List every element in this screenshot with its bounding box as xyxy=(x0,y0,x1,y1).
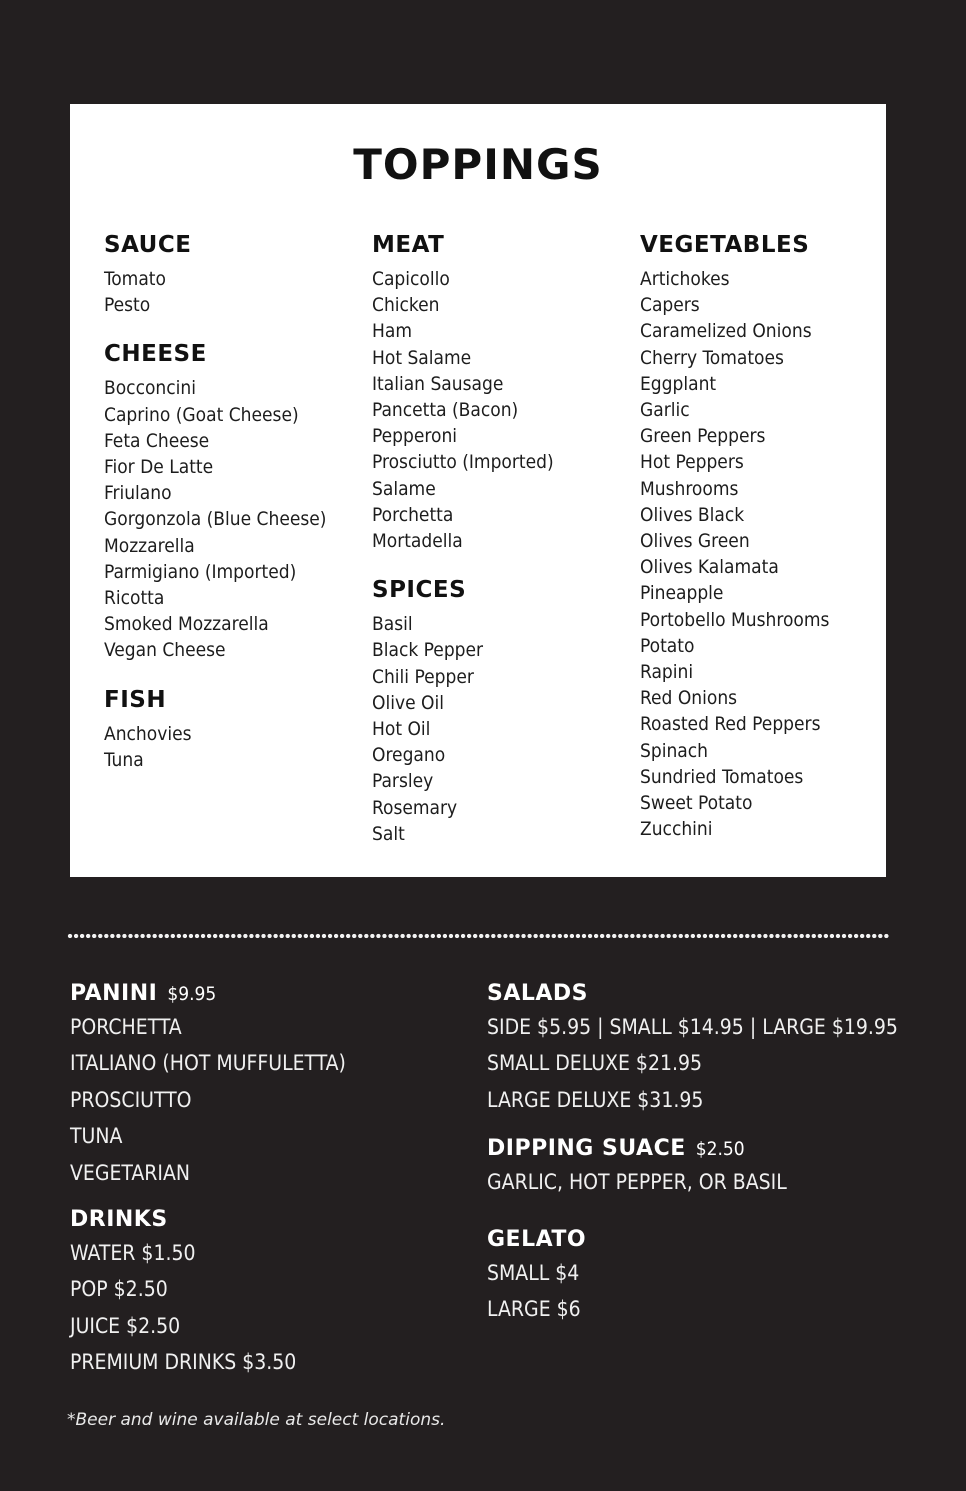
list-item: Hot Salame xyxy=(372,346,472,369)
drink-item: PREMIUM DRINKS $3.50 xyxy=(70,1350,297,1375)
list-item: Roasted Red Peppers xyxy=(640,713,821,736)
list-item: Ricotta xyxy=(104,587,165,610)
list-item: Capers xyxy=(640,294,700,317)
list-item: Anchovies xyxy=(104,722,192,745)
gelato-item: SMALL $4 xyxy=(487,1260,580,1285)
list-item: Bocconcini xyxy=(104,377,197,400)
list-item: ITALIANO (HOT MUFFULETTA) xyxy=(70,1051,346,1076)
list-item: Red Onions xyxy=(640,687,738,710)
spices-heading: SPICES xyxy=(372,577,467,604)
drinks-heading: DRINKS xyxy=(70,1207,168,1233)
fish-list xyxy=(104,721,326,773)
list-item: Rapini xyxy=(640,661,694,684)
list-item: Artichokes xyxy=(640,268,730,290)
sauce-heading: SAUCE xyxy=(104,232,192,258)
list-item: Hot Oil xyxy=(372,718,431,741)
list-item: Sweet Potato xyxy=(640,792,753,815)
list-item: Italian Sausage xyxy=(372,372,504,395)
list-item: Mozzarella xyxy=(104,534,195,557)
list-item: Smoked Mozzarella xyxy=(104,613,269,636)
menu-left-column xyxy=(70,979,346,1381)
list-item: Olive Oil xyxy=(372,691,444,714)
list-item: Black Pepper xyxy=(372,639,484,662)
list-item: Caprino (Goat Cheese) xyxy=(104,403,299,426)
list-item: Chili Pepper xyxy=(372,665,474,688)
list-item: SMALL DELUXE $21.95 xyxy=(487,1051,703,1076)
list-item: GARLIC, HOT PEPPER, OR BASIL xyxy=(487,1170,787,1195)
list-item: Salt xyxy=(372,822,405,845)
list-item: Tuna xyxy=(104,748,144,771)
list-item: Capicollo xyxy=(372,268,450,290)
gelato-heading: GELATO xyxy=(487,1226,587,1252)
list-item: Hot Peppers xyxy=(640,451,744,474)
list-item: Gorgonzola (Blue Cheese) xyxy=(104,508,327,531)
drink-item: POP $2.50 xyxy=(70,1277,168,1302)
panini-price: $9.95 xyxy=(167,983,217,1005)
list-item: Pineapple xyxy=(640,582,724,605)
panini-list xyxy=(70,1009,346,1191)
list-item: Mortadella xyxy=(372,530,463,553)
dipping-list xyxy=(487,1164,898,1200)
list-item: Spinach xyxy=(640,739,709,762)
list-item: Potato xyxy=(640,634,695,657)
dipping-price: $2.50 xyxy=(695,1138,745,1161)
list-item: Portobello Mushrooms xyxy=(640,608,830,631)
list-item: VEGETARIAN xyxy=(70,1160,191,1185)
list-item: Fior De Latte xyxy=(104,456,214,479)
sauce-list xyxy=(104,266,326,318)
gelato-item: LARGE $6 xyxy=(487,1297,581,1322)
list-item: Vegan Cheese xyxy=(104,639,226,662)
list-item: SIDE $5.95 | SMALL $14.95 | LARGE $19.95 xyxy=(487,1015,898,1039)
drinks-list xyxy=(70,1235,346,1381)
list-item: PROSCIUTTO xyxy=(70,1087,192,1112)
gelato-list xyxy=(487,1255,898,1328)
list-item: Mushrooms xyxy=(640,477,739,500)
vegetables-heading: VEGETABLES xyxy=(640,232,810,258)
list-item: Green Peppers xyxy=(640,425,766,448)
list-item: Zucchini xyxy=(640,818,713,841)
list-item: Pepperoni xyxy=(372,425,458,448)
cheese-heading: CHEESE xyxy=(104,341,207,368)
list-item: Pancetta (Bacon) xyxy=(372,399,519,422)
toppings-column-2 xyxy=(372,231,554,847)
vegetables-list xyxy=(640,266,829,842)
panini-heading: PANINI $9.95 xyxy=(70,981,217,1006)
footnote: *Beer and wine available at select locations. xyxy=(67,1410,446,1430)
list-item: Oregano xyxy=(372,744,446,767)
drink-item: JUICE $2.50 xyxy=(70,1313,181,1338)
list-item: Tomato xyxy=(104,268,166,290)
list-item: Parmigiano (Imported) xyxy=(104,560,297,583)
list-item: PORCHETTA xyxy=(70,1015,182,1039)
list-item: Pesto xyxy=(104,294,151,317)
list-item: LARGE DELUXE $31.95 xyxy=(487,1087,704,1112)
toppings-column-1 xyxy=(104,231,326,773)
list-item: Rosemary xyxy=(372,796,458,819)
dipping-heading: DIPPING SUACE $2.50 xyxy=(487,1136,745,1162)
list-item: TUNA xyxy=(70,1124,123,1149)
list-item: Caramelized Onions xyxy=(640,320,812,343)
list-item: Prosciutto (Imported) xyxy=(372,451,554,474)
list-item: Olives Green xyxy=(640,530,750,553)
salads-heading: SALADS xyxy=(487,981,589,1006)
dotted-divider xyxy=(67,933,889,939)
list-item: Ham xyxy=(372,320,412,343)
meat-list xyxy=(372,266,554,554)
list-item: Sundried Tomatoes xyxy=(640,765,804,788)
toppings-column-3 xyxy=(640,231,829,842)
list-item: Eggplant xyxy=(640,372,717,395)
cheese-list xyxy=(104,375,326,663)
salads-list xyxy=(487,1009,898,1118)
menu-right-column xyxy=(487,979,898,1327)
drink-item: WATER $1.50 xyxy=(70,1241,196,1266)
list-item: Parsley xyxy=(372,770,434,793)
list-item: Cherry Tomatoes xyxy=(640,346,784,369)
spices-list xyxy=(372,611,554,847)
fish-heading: FISH xyxy=(104,686,167,713)
toppings-title: TOPPINGS xyxy=(353,140,603,189)
list-item: Garlic xyxy=(640,399,690,422)
list-item: Olives Black xyxy=(640,503,745,526)
list-item: Olives Kalamata xyxy=(640,556,779,579)
list-item: Salame xyxy=(372,477,436,500)
meat-heading: MEAT xyxy=(372,232,445,258)
list-item: Feta Cheese xyxy=(104,429,210,452)
list-item: Friulano xyxy=(104,482,172,505)
list-item: Chicken xyxy=(372,294,440,317)
list-item: Porchetta xyxy=(372,503,454,526)
list-item: Basil xyxy=(372,613,413,636)
